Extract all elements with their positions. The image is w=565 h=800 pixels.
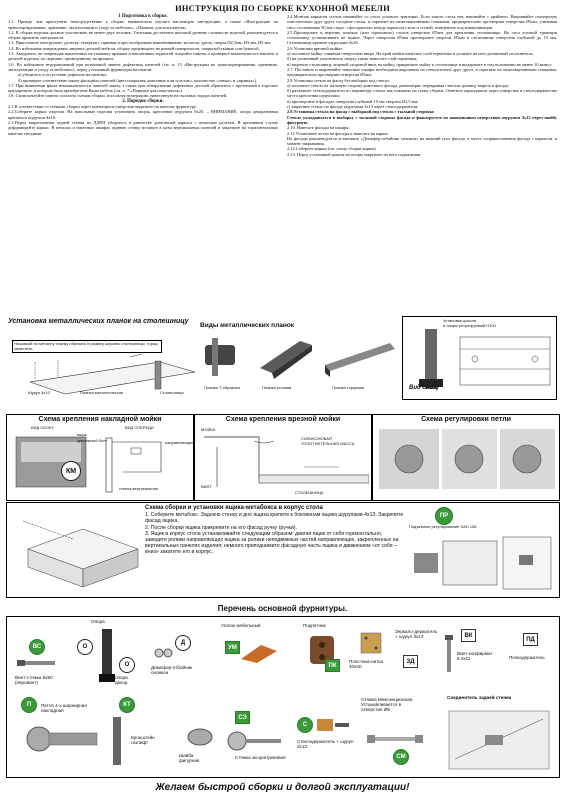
label-guide: направляющие bbox=[165, 440, 194, 445]
plate-icon bbox=[359, 631, 383, 655]
label-screw: ВИНТ bbox=[201, 484, 212, 489]
overhead-sink-title: Схема крепления накладной мойки bbox=[38, 416, 162, 423]
section-heading: 2. Порядок сборки. bbox=[122, 98, 164, 104]
section-heading: 1 Подготовка к сборке. bbox=[118, 14, 168, 19]
hw-label-podpyatnik: Подпятник bbox=[303, 623, 326, 628]
paragraph: 2.4.Монтаж каркасов столов начинайте со стола углового трапеции. Если такого стола нет, начинайте с крайнего. Выровняйте поочередно относительно друг друга соседние столы, и скрепите их межсекционными стяжками, предварительно просверлив отверстия Ø5мм, учитывая снос столешницы 50 мм сзади - пространство между каркасом стола и стеной, отведенное под коммуникации. bbox=[287, 14, 557, 30]
drawer-text bbox=[145, 505, 405, 556]
badge-se: СЭ bbox=[235, 711, 250, 724]
back-connector-icon bbox=[445, 707, 555, 773]
footer-wish: Желаем быстрой сборки и долгой эксплуатации! bbox=[155, 782, 410, 793]
hw-label-eccentric: Стяжка эксцентриковая bbox=[235, 755, 286, 760]
leg-icon bbox=[97, 629, 117, 684]
hw-label-damper: Демпфер-отбойник силикон bbox=[151, 665, 193, 676]
plinth-bottom-view: Вид снизу bbox=[409, 385, 440, 391]
plank-type-corner: Планка угловая bbox=[262, 385, 292, 390]
hw-label-confirmat: Винт-конфирмат 6.3х11 bbox=[457, 651, 493, 662]
paragraph: а) убедитесь в отсутствии дефектов на панелях; bbox=[18, 72, 108, 78]
hw-label-opora-decor: опора декор bbox=[115, 675, 128, 686]
plinth-label-2: и опоры регулируемой Н100 bbox=[443, 323, 496, 328]
badge-o: О bbox=[77, 639, 93, 655]
drawer-step-1: 1. Соберите метабокс. Заднюю стенку и дно ящика крепите к боковинам ящика шурупами 4х13. Закрепите фасад ящика. bbox=[145, 512, 404, 525]
hinge-diagram bbox=[377, 427, 557, 499]
plinth-install-panel bbox=[402, 316, 557, 400]
hw-label-section-tie: Стяжка Межсекционная. Устанавливается в отверстие Ø5 bbox=[361, 697, 414, 713]
paragraph: 1.2. В сборке изделия должно участвовать не менее двух человек. Учитывая достаточно высокий уровень сложности изделий, рекомендуется к сборке привлечь специалиста. bbox=[8, 29, 278, 41]
paragraph: 2.11.Установите петли на фасады и навесьте на каркас. bbox=[287, 130, 390, 136]
inset-sink-panel bbox=[194, 414, 372, 501]
label-bracket: ящик bbox=[77, 432, 87, 437]
paragraph: 2.1.В соответствии со схемами сборки через имеющиеся отверстия закрепите на панелях фурнитуру. bbox=[8, 104, 197, 110]
paragraph: 2.9.Установка стекла на фасад с выборкой под стекло с тыльной стороны: bbox=[287, 109, 435, 115]
hardware-heading: Перечень основной фурнитуры. bbox=[217, 604, 348, 613]
section-tie-icon bbox=[367, 723, 427, 753]
hw-label-hinge: Петля 4-х шарнирная накладная bbox=[41, 703, 87, 714]
overhead-sink-side-label: ВИД СБОКУ bbox=[31, 425, 54, 430]
page-title: ИНСТРУКЦИЯ ПО СБОРКЕ КУХОННОЙ МЕБЕЛИ bbox=[175, 3, 390, 13]
hinge-title: Схема регулировки петли bbox=[421, 416, 511, 423]
corner-bracket-icon bbox=[239, 641, 279, 665]
paragraph: 1.5. Аккуратно, не повреждая наклеенных на упаковку ярлыков и наклеенных надписей, вскройте пакеты и проверьте комплектность наклеек и деталей изделия, по перечню, приведенному на ярлыках. bbox=[8, 51, 278, 62]
badge-vs: ВС bbox=[29, 639, 45, 655]
paragraph: в) просверлите в фасадах отверстия глубиной 10 мм сверлом Ø2,5 мм; bbox=[287, 98, 419, 104]
hw-label-gaslift: Кронштейн газлифт bbox=[131, 735, 155, 746]
km-badge: КМ bbox=[61, 461, 81, 481]
paragraph: 2.7. Поставьте и выровняйте навесные шкафы необходимо выровнять их относительно друг друга, и скрепить их межсекционными стяжками, предварительно просверлив отверстия Ø5мм. bbox=[287, 66, 557, 78]
euro-screw-icon bbox=[17, 657, 57, 669]
label-sink: МОЙКА bbox=[201, 427, 216, 432]
hw-label-washer: Шайба фигурная bbox=[179, 753, 200, 764]
hinge-panel bbox=[372, 414, 560, 501]
paragraph: Стекло укладывается в выборку с тыльной стороны фасада и фиксируется по наименьшим отверстиям шурупом 3х13 через шайбу фигурную. bbox=[287, 114, 557, 125]
plinth-label-1: Установка цоколя bbox=[443, 318, 476, 323]
paragraph: 2.2.Соберите каркас изделия. На напольные изделия установить опоры, крепление шурупом 6х20. – ВНИМАНИЕ, опора декоративная крепиться шурупом 4х16. bbox=[8, 109, 278, 120]
drawer-step-2: 2. После сборки ящика прикрепите на его фасад ручку (ручки). bbox=[145, 524, 297, 531]
hw-label-glass-holder: Стеклодержатель + шуруп 3х13 bbox=[297, 739, 354, 750]
badge-vk: ВК bbox=[461, 629, 476, 642]
paragraph: 1.4. Во избежание повреждения лицевых деталей мебели, сборку производите на ровной поверхности, покрытой тканью или бумагой. bbox=[8, 45, 260, 51]
hw-label-back-connector: Соединитель задней стенки bbox=[447, 695, 512, 700]
badge-kt: КТ bbox=[119, 697, 135, 713]
drawer-panel bbox=[6, 502, 560, 598]
hw-label-mirror-holder: Зеркало-держатель + шуруп 3х13 bbox=[395, 629, 438, 640]
pr-note: Подъемное регулирование SAH 108 bbox=[409, 524, 477, 529]
hinge-icon bbox=[23, 719, 103, 759]
paragraph: б) проверьте соответствие заказу фасадных панелей (цвет покрытия, рамочные или «глухие», количество «левых» и «правых»). bbox=[18, 77, 258, 83]
paragraph: 1.8. Скомплектуйте панели согласно схемам сборки, используя нумерацию, нанесенную на тыльных торцах панелей. bbox=[8, 93, 228, 99]
plank-types-heading: Виды металлических планок bbox=[200, 322, 294, 329]
paragraph: 1.1. Прежде чем приступить непосредственно к сборке, внимательно изучите настоящую инструкцию, а также «Инструкцию по транспортированию, хранению, эксплуатации и уходу за мебелью», «Памятку для покупателя». bbox=[8, 19, 278, 30]
hw-label-corner: Уголок мебельный bbox=[221, 623, 261, 628]
paragraph: 2.8.Установка стекла на фасад без выборки под стекло: bbox=[287, 77, 390, 83]
paragraph: 2.5.Просверлите в верхних планках (или горизонтах) столов отверстия Ø5мм для крепления столешницы. На стол угловой трапеции столешницу устанавливать не нужно. Через отверстия Ø5мм просверлите сверлом Ø3мм в столешнице отверстия глубиной до 15 мм. Столешницы крепите шурупами 4х30. bbox=[287, 29, 557, 46]
label-bolt: крепежный болт bbox=[77, 438, 108, 443]
paragraph: 2.13. Перед установкой цоколя на опоры закрепите на него подпятники. bbox=[287, 151, 422, 157]
badge-d: Д bbox=[175, 635, 191, 651]
paragraph: 1.6. Во избежание недоразумений при возможной замене дефектных панелей (см. п. 13 «Инструкции по транспортированию, хранению, эксплуатации и уходу за мебелью»), перед установкой фурнитуры на панели: bbox=[8, 61, 278, 72]
inset-sink-title: Схема крепления врезной мойки bbox=[225, 416, 341, 423]
label-wall: стенка вертикальная bbox=[119, 486, 158, 491]
hw-label-plate: Пластина-нитка 40х40 bbox=[349, 659, 383, 670]
hw-label-vs: Винт-стяжка 6х50 (евровинт) bbox=[15, 675, 53, 686]
badge-pd: ПД bbox=[523, 633, 538, 646]
eccentric-icon bbox=[225, 729, 285, 753]
paragraph: г) закрепите стекло на фасаде шурупами 3х13 через стеклодержатели; bbox=[287, 104, 419, 110]
left-text-column bbox=[8, 14, 278, 136]
planks-note: Ножовкой по металлу планку обрезать в размер ширины столешницы, торцы зачистить. bbox=[12, 340, 162, 353]
label-countertop: СТОЛЕШНИЦА bbox=[295, 490, 324, 495]
confirmat-icon bbox=[443, 635, 455, 675]
label-countertop: Столешница bbox=[160, 390, 184, 395]
overhead-sink-front-label: ВИД СПЕРЕДИ bbox=[125, 425, 154, 430]
paragraph: а) поставьте мойку сливным отверстием вверх. На край мойки нанесите слой герметика и уложите на него резиновый уплотнитель; bbox=[287, 51, 534, 57]
plank-type-t: Планка Т-образная bbox=[204, 385, 240, 390]
drawer-step-3: 3. Ящик в корпус стола устанавливайте следующим образом: двигая ящик от себя горизонтально, заведите ролики направляющих ящика за ролики неподвижных частей направляющих, закрепленных на вертикальных панелях изделия; немного приподнимите фасадную часть ящика и движением «от себя – вниз» закатите его в корпус. bbox=[145, 530, 399, 556]
washer-icon bbox=[185, 725, 215, 749]
plank-types-diagram bbox=[200, 333, 400, 383]
badge-um: УМ bbox=[225, 641, 240, 654]
paragraph: б) разложите стеклодержатели по периметру стекла как показано на схеме сборки. Отметьте карандашом через отверстия в стеклодержателях места крепления шурупами; bbox=[287, 88, 557, 99]
planks-heading: Установка металлических планок на столешницу bbox=[8, 318, 189, 325]
label-screw: Шуруп 4х13 bbox=[28, 390, 50, 395]
badge-p: П bbox=[21, 697, 37, 713]
overhead-sink-panel bbox=[6, 414, 194, 501]
badge-s: С bbox=[297, 717, 313, 733]
paragraph: 1.7. При выявлении факта некомплектности панелей заказу, а также при обнаружении дефектных деталей обратитесь с претензией в торговое предприятие, в котором была приобретена Ваша мебель (см. п. 7 «Памятки для покупателя»). bbox=[8, 82, 278, 94]
hardware-panel bbox=[6, 616, 560, 778]
label-plank: Планка металлическая bbox=[80, 390, 124, 395]
badge-pk: ПК bbox=[325, 659, 340, 672]
drawer-title: Схема сборки и установки ящика-метабокса в корпус стола bbox=[145, 505, 323, 511]
hw-label-shelf-holder: Полкодержатель bbox=[509, 655, 545, 660]
plank-type-end: Планка торцевая bbox=[332, 385, 364, 390]
paragraph: 2.3.Перед закреплением задней стенки из ЛДВП убедитесь в равенстве диагоналей каркаса с помощью рулетки. В противном случае деформируйте каркас. В пеналах и навесных шкафах заднюю стенку вставьте в пазы вертикальных панелей и закрепите на горизонтальных панелях гвоздями. bbox=[8, 119, 278, 136]
label-sealant: СИЛИКОНОВАЯ УПЛОТНИТЕЛЬНАЯ МАССА bbox=[301, 436, 355, 446]
badge-sm: СМ bbox=[393, 749, 409, 765]
gas-lift-icon bbox=[107, 717, 127, 767]
paragraph: 2.10. Навесьте фасады на шкафы. bbox=[287, 125, 350, 131]
paragraph: На фасады рекомендуется установить «Демпфер-отбойник силикон» на нижний угол фасада, в месте соприкосновения фасада с каркасом, в момент закрывания. bbox=[287, 135, 557, 147]
paragraph: 2.12.Соберите ящики (см. схему сборки ящика) bbox=[287, 146, 376, 152]
right-text-column bbox=[287, 14, 557, 157]
paragraph: в) наденьте столешницу лицевой стороной вниз на мойку, прикрепите мойку к столешнице и выдержите в том положении не менее 10 минут. bbox=[287, 61, 553, 67]
paragraph: а) положите стекло на тыльную сторону рамочного фасада, равномерно перекрывая стеклом границу выреза в фасаде; bbox=[287, 82, 510, 88]
glass-holder-icon bbox=[313, 713, 353, 737]
badge-zd: ЗД bbox=[403, 655, 418, 668]
paragraph: б) на уложенный уплотнитель сверху также нанесите слой герметика; bbox=[287, 56, 418, 62]
hw-label-opora: Опора bbox=[91, 619, 105, 624]
damper-icon bbox=[153, 647, 173, 659]
badge-o-decor: О bbox=[119, 657, 135, 673]
paragraph: 2.6.Установка врезной мойки: bbox=[287, 45, 343, 51]
paragraph: 1.3. Приготовьте инструмент: рулетку, отвертки с прямым и крестообразным наконечниками, молоток, дрель, сверла Ø2,5мм, Ø3 мм, Ø5 мм. bbox=[8, 40, 272, 46]
pr-badge: ПР bbox=[435, 507, 453, 525]
